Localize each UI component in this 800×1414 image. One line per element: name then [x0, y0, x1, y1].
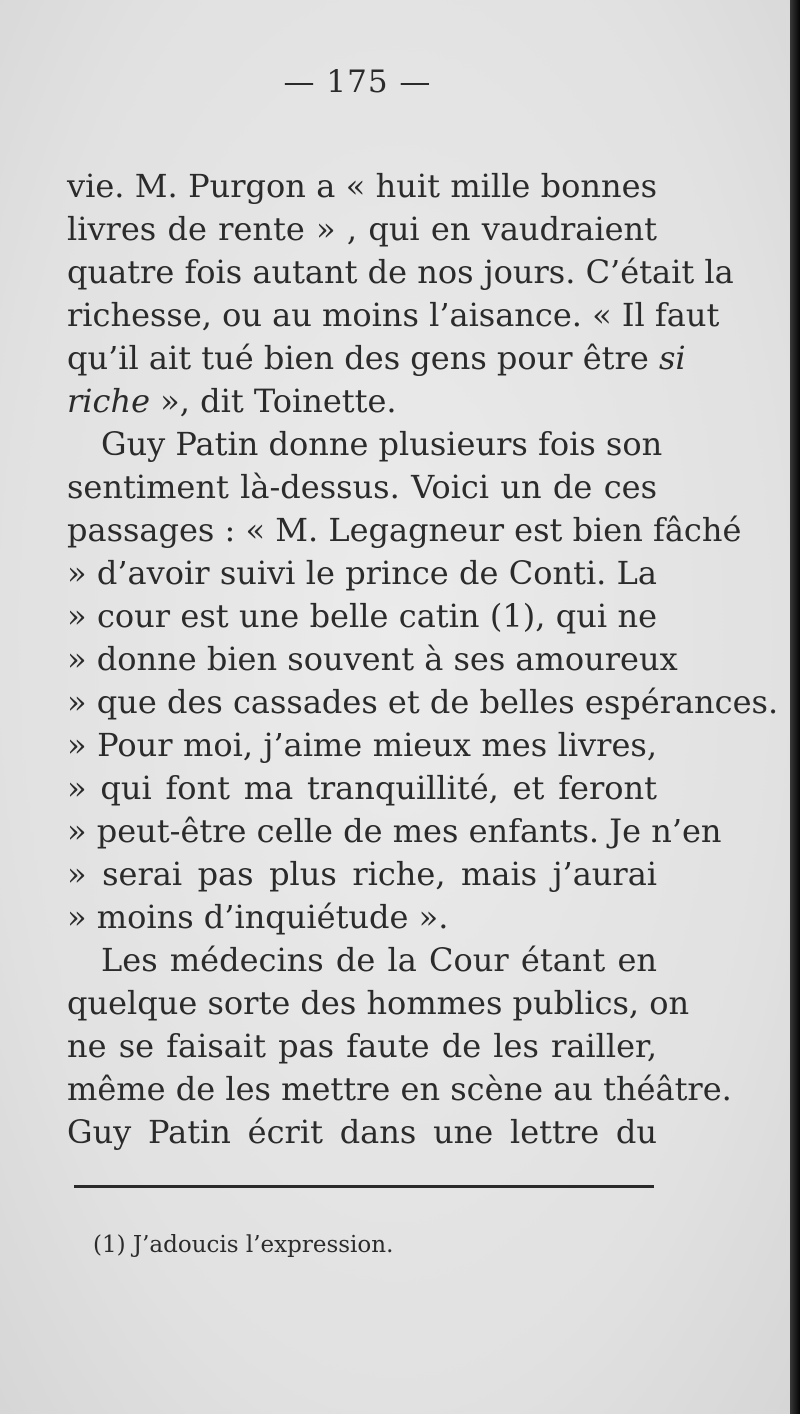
quote-line: » qui font ma tranquillité, et feront	[67, 769, 657, 807]
quote-line: » donne bien souvent à ses amoureux	[67, 640, 678, 678]
quote-line: » cour est une belle catin (1), qui ne	[67, 597, 657, 635]
paragraph-start-line: Les médecins de la Cour étant en	[101, 941, 657, 979]
text-line: riche », dit Toinette.	[67, 382, 397, 420]
footnote: (1) J’adoucis l’expression.	[93, 1232, 394, 1258]
text-line: même de les mettre en scène au théâtre.	[67, 1070, 732, 1108]
footnote-divider	[74, 1185, 654, 1188]
quote-line: » moins d’inquiétude ».	[67, 898, 449, 936]
text-line: quelque sorte des hommes publics, on	[67, 984, 690, 1022]
text-line: sentiment là-dessus. Voici un de ces	[67, 468, 657, 506]
text-line: vie. M. Purgon a « huit mille bonnes	[67, 167, 657, 205]
text-line: qu’il ait tué bien des gens pour être si	[67, 339, 686, 377]
text-line: quatre fois autant de nos jours. C’était la	[67, 253, 734, 291]
italic-text: riche	[67, 382, 150, 420]
page-number: — 175 —	[283, 64, 432, 100]
text-line: livres de rente » , qui en vaudraient	[67, 210, 657, 248]
page-edge-shadow	[790, 0, 800, 1414]
quote-line: » que des cassades et de belles espérances.	[67, 683, 779, 721]
text-line: richesse, ou au moins l’aisance. « Il faut	[67, 296, 720, 334]
quote-line: » d’avoir suivi le prince de Conti. La	[67, 554, 657, 592]
quote-line: » peut-être celle de mes enfants. Je n’en	[67, 812, 722, 850]
italic-text: si	[658, 339, 686, 377]
body-text	[67, 165, 779, 1154]
text-line: ne se faisait pas faute de les railler,	[67, 1027, 657, 1065]
text-line: Guy Patin écrit dans une lettre du	[67, 1113, 657, 1151]
paragraph-start-line: Guy Patin donne plusieurs fois son	[101, 425, 663, 463]
text-line: passages : « M. Legagneur est bien fâché	[67, 511, 742, 549]
quote-line: » serai pas plus riche, mais j’aurai	[67, 855, 657, 893]
quote-line: » Pour moi, j’aime mieux mes livres,	[67, 726, 657, 764]
